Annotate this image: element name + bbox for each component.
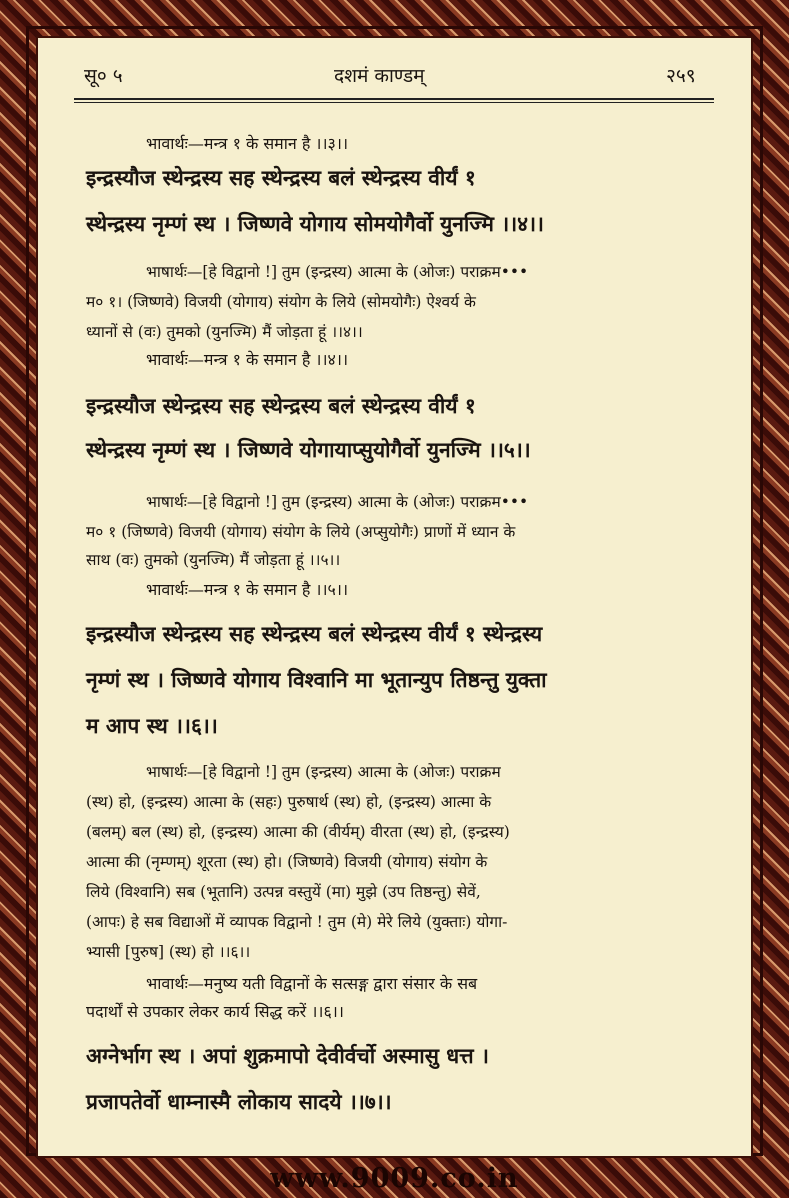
- bhashartha-line: साथ (वः) तुमको (युनज्मि) मैं जोड़ता हूं ।।५।।: [86, 551, 341, 569]
- mantra-line: इन्द्रस्यौज स्थेन्द्रस्य सह स्थेन्द्रस्य बलं स्थेन्द्रस्य वीर्यं १: [86, 165, 476, 190]
- mantra-line: अग्नेर्भाग स्थ । अपां शुक्रमापो देवीर्वर्चो अस्मासु धत्त ।: [86, 1043, 489, 1068]
- page: [36, 36, 753, 1158]
- page-title: दशमं काण्डम्: [334, 65, 425, 87]
- bhavartha-line: भावार्थः—मनुष्य यती विद्वानों के सत्सङ्ग द्वारा संसार के सब: [146, 974, 478, 993]
- bhashartha-line: (स्थ) हो, (इन्द्रस्य) आत्मा के (सहः) पुरुषार्थ (स्थ) हो, (इन्द्रस्य) आत्मा के: [86, 793, 492, 811]
- bhavartha-line: भावार्थः—मन्त्र १ के समान है ।।५।।: [146, 580, 349, 599]
- mantra-line: म आप स्थ ।।६।।: [86, 713, 218, 738]
- header-rule-thin: [74, 102, 714, 103]
- bhashartha-line: ध्यानों से (वः) तुमको (युनज्मि) मैं जोड़ता हूं ।।४।।: [86, 323, 363, 341]
- bhashartha-line: (बलम्) बल (स्थ) हो, (इन्द्रस्य) आत्मा की (वीर्यम्) वीरता (स्थ) हो, (इन्द्रस्य): [86, 823, 510, 841]
- bhashartha-line: आत्मा की (नृम्णम्) शूरता (स्थ) हो। (जिष्णवे) विजयी (योगाय) संयोग के: [86, 853, 488, 871]
- page-number: २५९: [666, 65, 696, 87]
- mantra-line: नृम्णं स्थ । जिष्णवे योगाय विश्वानि मा भूतान्युप तिष्ठन्तु युक्ता: [86, 667, 547, 692]
- bhashartha-line: भाषार्थः—[हे विद्वानो !] तुम (इन्द्रस्य) आत्मा के (ओजः) पराक्रम•••: [146, 493, 529, 511]
- bhashartha-line: लिये (विश्वानि) सब (भूतानि) उत्पन्न वस्तुयें (मा) मुझे (उप तिष्ठन्तु) सेवें,: [86, 883, 481, 901]
- mantra-line: स्थेन्द्रस्य नृम्णं स्थ । जिष्णवे योगायाप्सुयोगैर्वो युनज्मि ।।५।।: [86, 437, 531, 462]
- bhavartha-line: भावार्थः—मन्त्र १ के समान है ।।३।।: [146, 134, 349, 153]
- header-rule: [74, 98, 714, 100]
- mantra-line: इन्द्रस्यौज स्थेन्द्रस्य सह स्थेन्द्रस्य बलं स्थेन्द्रस्य वीर्यं १ स्थेन्द्रस्य: [86, 621, 543, 646]
- bhashartha-line: म० १ (जिष्णवे) विजयी (योगाय) संयोग के लिये (अप्सुयोगैः) प्राणों में ध्यान के: [86, 523, 516, 541]
- bhashartha-line: भाषार्थः—[हे विद्वानो !] तुम (इन्द्रस्य) आत्मा के (ओजः) पराक्रम•••: [146, 263, 529, 281]
- sutra-number: सू० ५: [84, 65, 123, 87]
- mantra-line: इन्द्रस्यौज स्थेन्द्रस्य सह स्थेन्द्रस्य बलं स्थेन्द्रस्य वीर्यं १: [86, 393, 476, 418]
- bhavartha-line: भावार्थः—मन्त्र १ के समान है ।।४।।: [146, 350, 349, 369]
- mantra-line: स्थेन्द्रस्य नृम्णं स्थ । जिष्णवे योगाय सोमयोगैर्वो युनज्मि ।।४।।: [86, 211, 545, 236]
- bhashartha-line: (आपः) हे सब विद्याओं में व्यापक विद्वानो ! तुम (मे) मेरे लिये (युक्ताः) योगा-: [86, 913, 508, 931]
- bhashartha-line: म० १। (जिष्णवे) विजयी (योगाय) संयोग के लिये (सोमयोगैः) ऐश्वर्य के: [86, 293, 476, 311]
- bhashartha-line: भ्यासी [पुरुष] (स्थ) हो ।।६।।: [86, 943, 251, 961]
- mantra-line: प्रजापतेर्वो धाम्नास्मै लोकाय सादये ।।७।।: [86, 1089, 392, 1114]
- website-footer: www.9009.co.in: [270, 1163, 519, 1194]
- bhavartha-line: पदार्थों से उपकार लेकर कार्य सिद्ध करें ।।६।।: [86, 1002, 344, 1021]
- bhashartha-line: भाषार्थः—[हे विद्वानो !] तुम (इन्द्रस्य) आत्मा के (ओजः) पराक्रम: [146, 763, 501, 781]
